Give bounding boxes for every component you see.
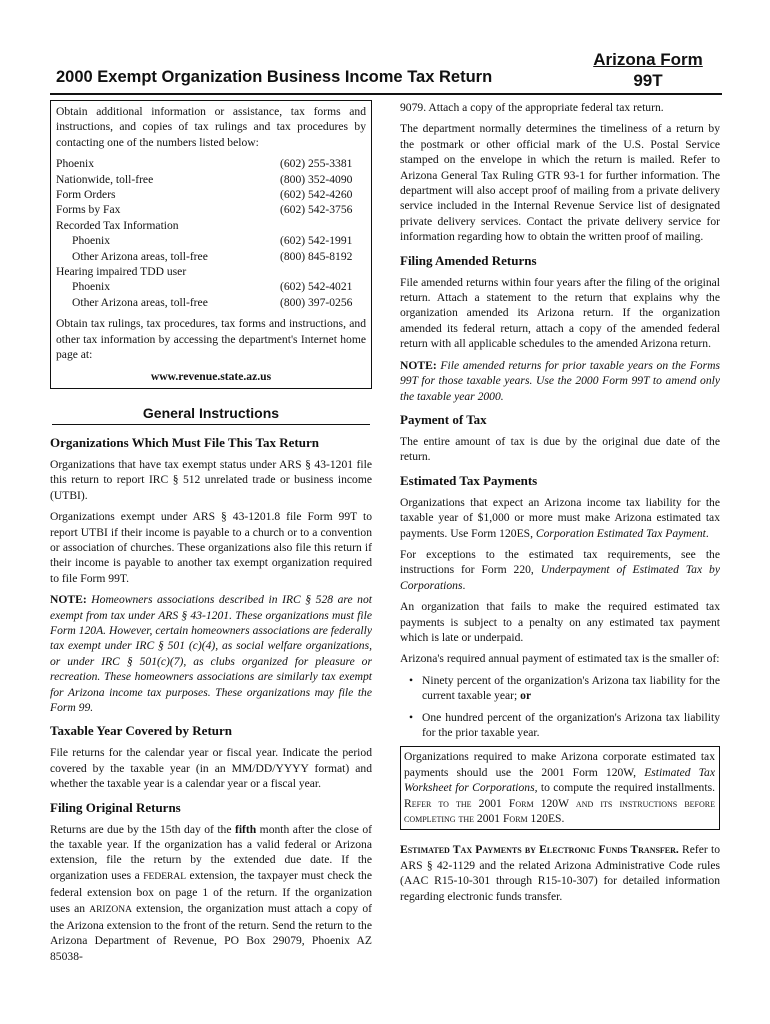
title-rule <box>50 93 722 95</box>
who-must-file-heading: Organizations Which Must File This Tax Return <box>50 434 319 450</box>
note-text: Homeowners associations described in IRC § 528 are not exempt from tax under ARS § 43-1201. These organizations must file Form 120A. However, certain homeowners associations are federally tax exempt under IRC § 501 (c)(4), as social welfare organizations, or under IRC § 501(c)(7), as clubs organized for pleasure or recreation. These homeowners associations are similarly tax exempt for Arizona income tax purposes. These organizations may file the Form 99. <box>50 593 372 714</box>
phone-number: (800) 845-8192 <box>280 249 353 263</box>
phone-label: Phoenix <box>72 280 111 294</box>
phone-number: (602) 542-3756 <box>280 203 353 217</box>
eft-text <box>400 842 720 904</box>
bullet-text <box>422 673 720 704</box>
phone-label: Nationwide, toll-free <box>56 172 154 186</box>
est-text-part: Organizations that expect an Arizona income tax liability for the taxable year of $1,000 or more must make Arizona estimated tax payments. Use Form 120ES, <box>400 495 720 540</box>
phone-row <box>56 218 366 233</box>
estimated-p1 <box>400 495 720 541</box>
phone-number: (602) 542-4260 <box>280 188 353 202</box>
bullet-or: or <box>520 689 532 703</box>
est-form-name: Corporation Estimated Tax Payment <box>535 526 706 540</box>
phone-row <box>56 295 366 310</box>
filing-text-part: Returns are due by the 15th day of the <box>50 822 235 836</box>
eft-heading: Estimated Tax Payments by Electronic Funds Transfer. <box>400 843 679 857</box>
phone-row <box>56 279 366 294</box>
est-form-name: Underpayment of Estimated Tax by Corporations <box>400 563 720 592</box>
phone-number: (602) 542-4021 <box>280 280 353 294</box>
phone-row <box>56 233 366 248</box>
list-item <box>400 710 720 741</box>
payment-text: The entire amount of tax is due by the original due date of the return. <box>400 434 720 464</box>
continued-text: 9079. Attach a copy of the appropriate federal tax return. <box>400 101 664 114</box>
box-text-part: to compute the required installments. <box>537 781 715 795</box>
filing-text-fifth: fifth <box>234 822 257 836</box>
left-column <box>50 100 372 970</box>
filing-text-federal: FEDERAL <box>143 871 187 882</box>
filing-original-heading: Filing Original Returns <box>50 799 181 815</box>
amended-note <box>400 358 720 404</box>
amended-returns-heading: Filing Amended Returns <box>400 252 537 268</box>
est-text-part: . <box>462 578 466 592</box>
phone-number <box>280 264 366 279</box>
phone-number <box>280 218 366 233</box>
phone-number: (602) 255-3381 <box>280 157 353 171</box>
amended-returns-text: File amended returns within four years after the filing of the original return. Attach a statement to the return that explains why the organization amended its Arizona return. If the organization amended its federal return, attach a copy of the amended federal return with all applicable schedules to the amended Arizona return. <box>400 275 720 351</box>
phone-label: Other Arizona areas, toll-free <box>72 295 208 309</box>
estimated-p4: Arizona's required annual payment of estimated tax is the smaller of: <box>400 652 720 666</box>
phone-label: Forms by Fax <box>56 203 121 217</box>
form-120w-box <box>400 746 720 830</box>
taxable-year-text: File returns for the calendar year or fiscal year. Indicate the period covered by the taxable year (in an MM/DD/YYYY format) and whether the taxable year is a calendar year or a fiscal year. <box>50 746 372 791</box>
phone-number: (800) 352-4090 <box>280 172 353 186</box>
who-must-file-p2: Organizations exempt under ARS § 43-1201.8 file Form 99T to report UTBI if their income is payable to a church or to a convention or association of churches. These organizations also file this return if their income is payable to another tax exempt organization required to file Form 99T. <box>50 510 372 585</box>
amended-note-text: File amended returns for prior taxable years on the Forms 99T for those taxable years. Use the 2000 Form 99T to amend only the taxable year 2000. <box>400 358 720 403</box>
general-instructions-heading: General Instructions <box>52 405 370 425</box>
phone-list <box>56 156 366 310</box>
note-label: NOTE: <box>50 593 87 607</box>
phone-label: Hearing impaired TDD user <box>56 265 187 279</box>
form-120w-text <box>404 749 715 826</box>
contact-info-box <box>50 100 372 389</box>
phone-label: Phoenix <box>56 157 95 171</box>
form-number-line1: Arizona Form <box>593 50 703 69</box>
phone-number: (800) 397-0256 <box>280 295 353 309</box>
phone-label: Phoenix <box>72 234 111 248</box>
phone-label: Recorded Tax Information <box>56 218 179 232</box>
contact-intro: Obtain additional information or assistance, tax forms and instructions, and copies of tax rulings and tax procedures by contacting one of the numbers listed below: <box>56 105 366 149</box>
filing-text-part: month after the close of the taxable year. If the organization has a valid federal or Arizona extension, file the return by the extended due date. If the organization uses a <box>50 822 373 882</box>
amended-note-label: NOTE: <box>400 358 437 372</box>
phone-row <box>56 249 366 264</box>
phone-row <box>56 264 366 279</box>
who-must-file-p1: Organizations that have tax exempt status under ARS § 43-1201 file this return to report IRC § 512 unrelated trade or business income (UTBI). <box>50 457 372 502</box>
estimated-p3: An organization that fails to make the required estimated tax payments is subject to a penalty on any estimated tax payment which is late or underpaid. <box>400 600 720 644</box>
website-url: www.revenue.state.az.us <box>150 369 272 383</box>
est-text-part: For exceptions to the estimated tax requirements, see the instructions for Form 220, <box>400 547 720 577</box>
bullet-icon: • <box>408 673 414 687</box>
box-text-part: Organizations required to make Arizona corporate estimated tax payments should use the 2001 Form 120W, <box>404 750 715 779</box>
phone-row <box>56 187 366 202</box>
phone-row <box>56 202 366 217</box>
page-title: 2000 Exempt Organization Business Income Tax Return <box>56 68 493 86</box>
box-smallcaps-text: Refer to the 2001 Form 120W and its instructions before completing the 2001 Form 120ES. <box>404 796 715 826</box>
est-text-part: . <box>705 526 709 540</box>
filing-text-part: extension, the taxpayer must check the federal extension box on page 1 of the return. If the organization uses an <box>50 868 372 915</box>
estimated-p2 <box>400 547 720 593</box>
filing-text-part: extension, the organization must attach a copy of the Arizona extension to the front of the return. Send the return to the Arizona Department of Revenue, PO Box 29079, Phoenix AZ 85038- <box>50 901 372 963</box>
filing-original-text <box>50 822 372 965</box>
phone-label: Form Orders <box>56 188 116 202</box>
bullet-text-part: Ninety percent of the organization's Arizona tax liability for the current taxable year; <box>422 673 720 703</box>
homeowners-note <box>50 592 372 715</box>
phone-row <box>56 156 366 171</box>
form-number <box>578 49 718 91</box>
bullet-text: One hundred percent of the organization's Arizona tax liability for the prior taxable year. <box>422 710 720 739</box>
box-form-name: Estimated Tax Worksheet for Corporations, <box>404 765 716 795</box>
taxable-year-heading: Taxable Year Covered by Return <box>50 723 232 739</box>
filing-text-arizona: ARIZONA <box>89 904 132 915</box>
list-item <box>400 673 720 704</box>
payment-heading: Payment of Tax <box>400 411 487 427</box>
bullet-icon: • <box>408 710 414 724</box>
eft-body: Refer to ARS § 42-1129 and the related Arizona Administrative Code rules (AAC R15-10-301 through R15-10-307) for detailed information regarding electronic funds transfer. <box>400 843 720 903</box>
phone-row <box>56 172 366 187</box>
right-column <box>400 100 720 910</box>
phone-label: Other Arizona areas, toll-free <box>72 249 208 263</box>
estimated-heading: Estimated Tax Payments <box>400 472 538 488</box>
phone-number: (602) 542-1991 <box>280 234 353 248</box>
form-number-line2: 99T <box>633 71 663 90</box>
internet-text: Obtain tax rulings, tax procedures, tax forms and instructions, and other tax information by accessing the department's Internet home page at: <box>56 317 366 362</box>
timeliness-text: The department normally determines the timeliness of a return by the postmark or other official mark of the U.S. Postal Service stamped on the envelope in which the return is mailed. Refer to Arizona General Tax Ruling GTR 93-1 for further information. The department will also accept proof of mailing from a private delivery service included in the Internal Revenue Service list of designated private delivery services. Contact the private delivery service for information regarding how to obtain the written proof of mailing. <box>400 122 720 244</box>
